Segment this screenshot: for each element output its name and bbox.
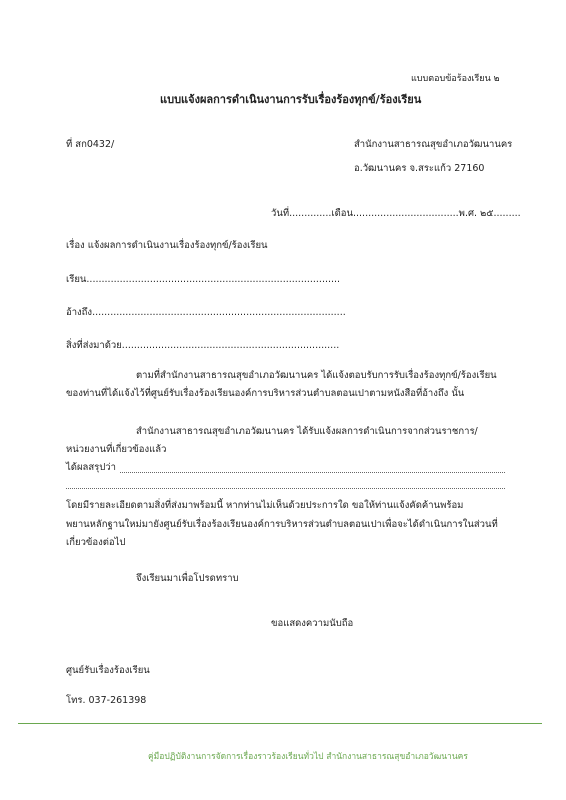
paragraph-2-line-1: สำนักงานสาธารณสุขอำเภอวัฒนานคร ได้รับแจ้งผลการดำเนินการจากส่วนราชการ/: [136, 426, 478, 437]
signoff: ขอแสดงความนับถือ: [271, 618, 354, 629]
enclosure-line: สิ่งที่ส่งมาด้วย........................................................................: [66, 340, 340, 351]
office-address: อ.วัฒนานคร จ.สระแก้ว 27160: [354, 163, 485, 174]
closing-line: จึงเรียนมาเพื่อโปรดทราบ: [136, 573, 239, 584]
subject-line: เรื่อง แจ้งผลการดำเนินงานเรื่องร้องทุกข์/ร้องเรียน: [66, 240, 268, 251]
paragraph-1-line-2: ของท่านที่ได้แจ้งไว้ที่ศูนย์รับเรื่องร้องเรียนองค์การบริหารส่วนตำบลตอนเปาตามหนังสือที่อ้างถึง นั้น: [66, 388, 465, 399]
footer-divider: [18, 723, 542, 724]
summary-label: ได้ผลสรุปว่า: [66, 462, 116, 473]
summary-blank-line-1: [120, 472, 505, 473]
office-name: สำนักงานสาธารณสุขอำเภอวัฒนานคร: [354, 139, 513, 150]
reference-number: ที่ สก0432/: [66, 139, 115, 150]
form-code: แบบตอบข้อร้องเรียน ๒: [411, 74, 500, 84]
phone-number: โทร. 037-261398: [66, 695, 147, 706]
reference-line: อ้างถึง....................................................................................: [66, 307, 346, 318]
date-line: วันที่..............เดือน...................................พ.ศ. ๒๕.........: [271, 208, 521, 219]
paragraph-3-line-2: พยานหลักฐานใหม่มายังศูนย์รับเรื่องร้องเรียนองค์การบริหารส่วนตำบลตอนเปาเพื่อจะได้ดำเนินการในส่วนที่: [66, 519, 498, 530]
addressee-line: เรียน....................................................................................: [66, 274, 341, 285]
paragraph-3-line-3: เกี่ยวข้องต่อไป: [66, 537, 126, 548]
paragraph-2-line-2: หน่วยงานที่เกี่ยวข้องแล้ว: [66, 444, 167, 455]
center-name: ศูนย์รับเรื่องร้องเรียน: [66, 665, 150, 676]
page-title: แบบแจ้งผลการดำเนินงานการรับเรื่องร้องทุกข์/ร้องเรียน: [160, 93, 422, 106]
footer-text: คู่มือปฏิบัติงานการจัดการเรื่องราวร้องเรียนทั่วไป สำนักงานสาธารณสุขอำเภอวัฒนานคร: [148, 752, 468, 762]
paragraph-1-line-1: ตามที่สำนักงานสาธารณสุขอำเภอวัฒนานคร ได้แจ้งตอบรับการรับเรื่องร้องทุกข์/ร้องเรียน: [136, 370, 497, 381]
paragraph-3-line-1: โดยมีรายละเอียดตามสิ่งที่ส่งมาพร้อมนี้ หากท่านไม่เห็นด้วยประการใด ขอให้ท่านแจ้งคัดค้านพร้อม: [66, 500, 464, 511]
summary-blank-line-2: [66, 488, 505, 489]
